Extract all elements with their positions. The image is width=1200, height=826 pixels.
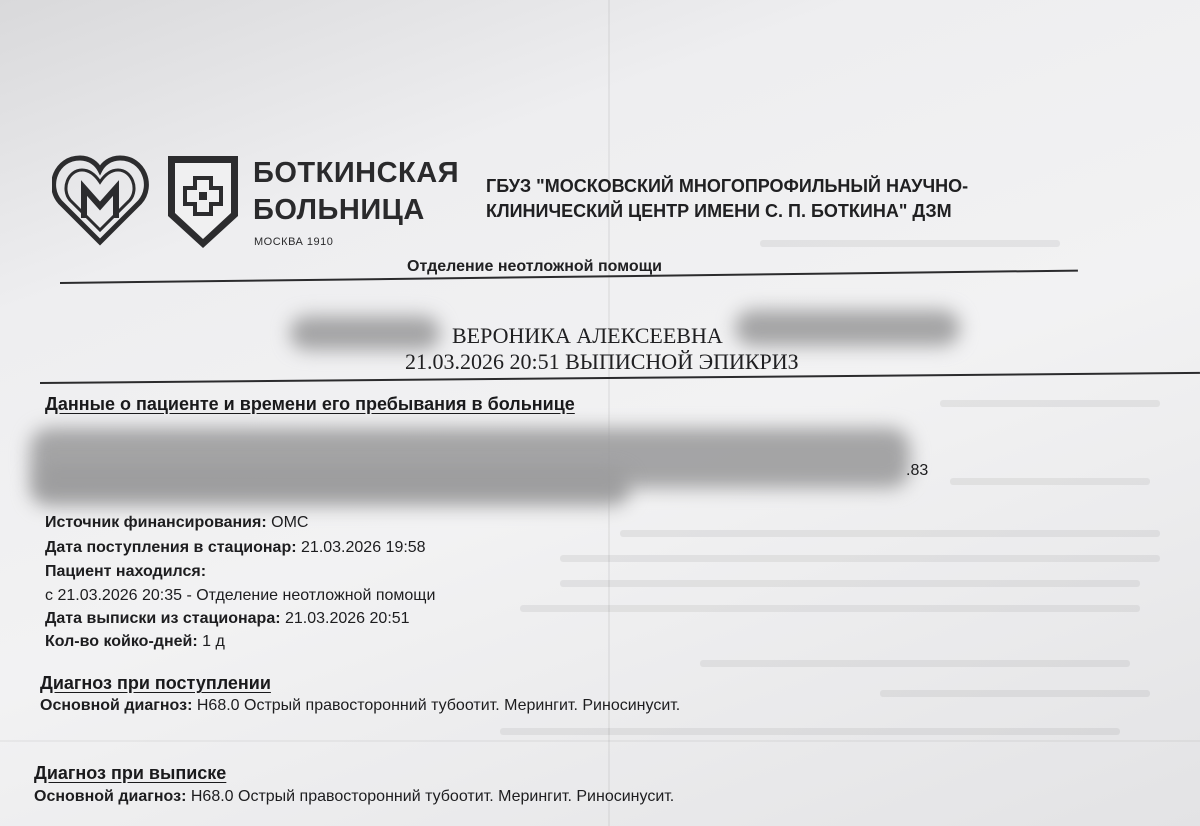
bleed-through-text [950, 478, 1150, 485]
admission-date-row [45, 539, 426, 557]
organization-line1: ГБУЗ "МОСКОВСКИЙ МНОГОПРОФИЛЬНЫЙ НАУЧНО- [486, 176, 969, 196]
stay-row [45, 563, 206, 581]
patient-name: ВЕРОНИКА АЛЕКСЕЕВНА [452, 323, 723, 348]
hospital-name-line1: БОТКИНСКАЯ [253, 157, 460, 189]
hospital-name [253, 155, 459, 229]
admission-diagnosis-heading: Диагноз при поступлении [40, 673, 271, 693]
hospital-logo [52, 152, 242, 252]
admission-diagnosis-row [40, 697, 680, 715]
bleed-through-text [940, 400, 1160, 407]
bleed-through-text [880, 690, 1150, 697]
redaction-blur [735, 310, 960, 346]
bleed-through-text [520, 605, 1140, 612]
funding-label: Источник финансирования: [45, 514, 267, 531]
redacted-fragment: .83 [906, 462, 929, 479]
discharge-diagnosis-label: Основной диагноз: [34, 788, 187, 805]
bleed-through-text [620, 530, 1160, 537]
heart-m-icon [54, 158, 147, 242]
admission-date-label: Дата поступления в стационар: [45, 539, 297, 556]
discharge-date-label: Дата выписки из стационара: [45, 610, 281, 627]
department-title: Отделение неотложной помощи [407, 258, 662, 275]
funding-value: ОМС [271, 514, 309, 531]
bleed-through-text [500, 728, 1120, 735]
bed-days-row [45, 633, 225, 651]
bed-days-label: Кол-во койко-дней: [45, 633, 198, 650]
patient-section-heading: Данные о пациенте и времени его пребывания в больнице [45, 394, 575, 414]
discharge-diagnosis-heading: Диагноз при выписке [34, 763, 227, 783]
discharge-diagnosis-row [34, 788, 674, 806]
discharge-diagnosis-value: H68.0 Острый правосторонний тубоотит. Мерингит. Риносинусит. [190, 788, 675, 805]
discharge-date-row [45, 610, 410, 628]
admission-diagnosis-label: Основной диагноз: [40, 697, 193, 714]
shield-cross-icon [168, 156, 238, 248]
bed-days-value: 1 д [202, 633, 225, 650]
redaction-blur [290, 316, 440, 350]
stay-label: Пациент находился: [45, 563, 207, 580]
document-title: 21.03.2026 20:51 ВЫПИСНОЙ ЭПИКРИЗ [405, 349, 799, 374]
redaction-blur [30, 470, 630, 506]
paper-fold [0, 740, 1200, 742]
admission-date-value: 21.03.2026 19:58 [301, 539, 426, 556]
organization-name [486, 174, 968, 224]
organization-line2: КЛИНИЧЕСКИЙ ЦЕНТР ИМЕНИ С. П. БОТКИНА" ДЗМ [486, 201, 952, 221]
bleed-through-text [560, 555, 1160, 562]
hospital-subtitle: МОСКВА 1910 [254, 236, 334, 248]
admission-diagnosis-value: H68.0 Острый правосторонний тубоотит. Мерингит. Риносинусит. [196, 697, 681, 714]
discharge-date-value: 21.03.2026 20:51 [285, 610, 410, 627]
bleed-through-text [560, 580, 1140, 587]
hospital-name-line2: БОЛЬНИЦА [253, 194, 425, 226]
bleed-through-text [700, 660, 1130, 667]
bleed-through-text [760, 240, 1060, 247]
stay-value: с 21.03.2026 20:35 - Отделение неотложной помощи [45, 587, 436, 604]
funding-row [45, 514, 308, 532]
